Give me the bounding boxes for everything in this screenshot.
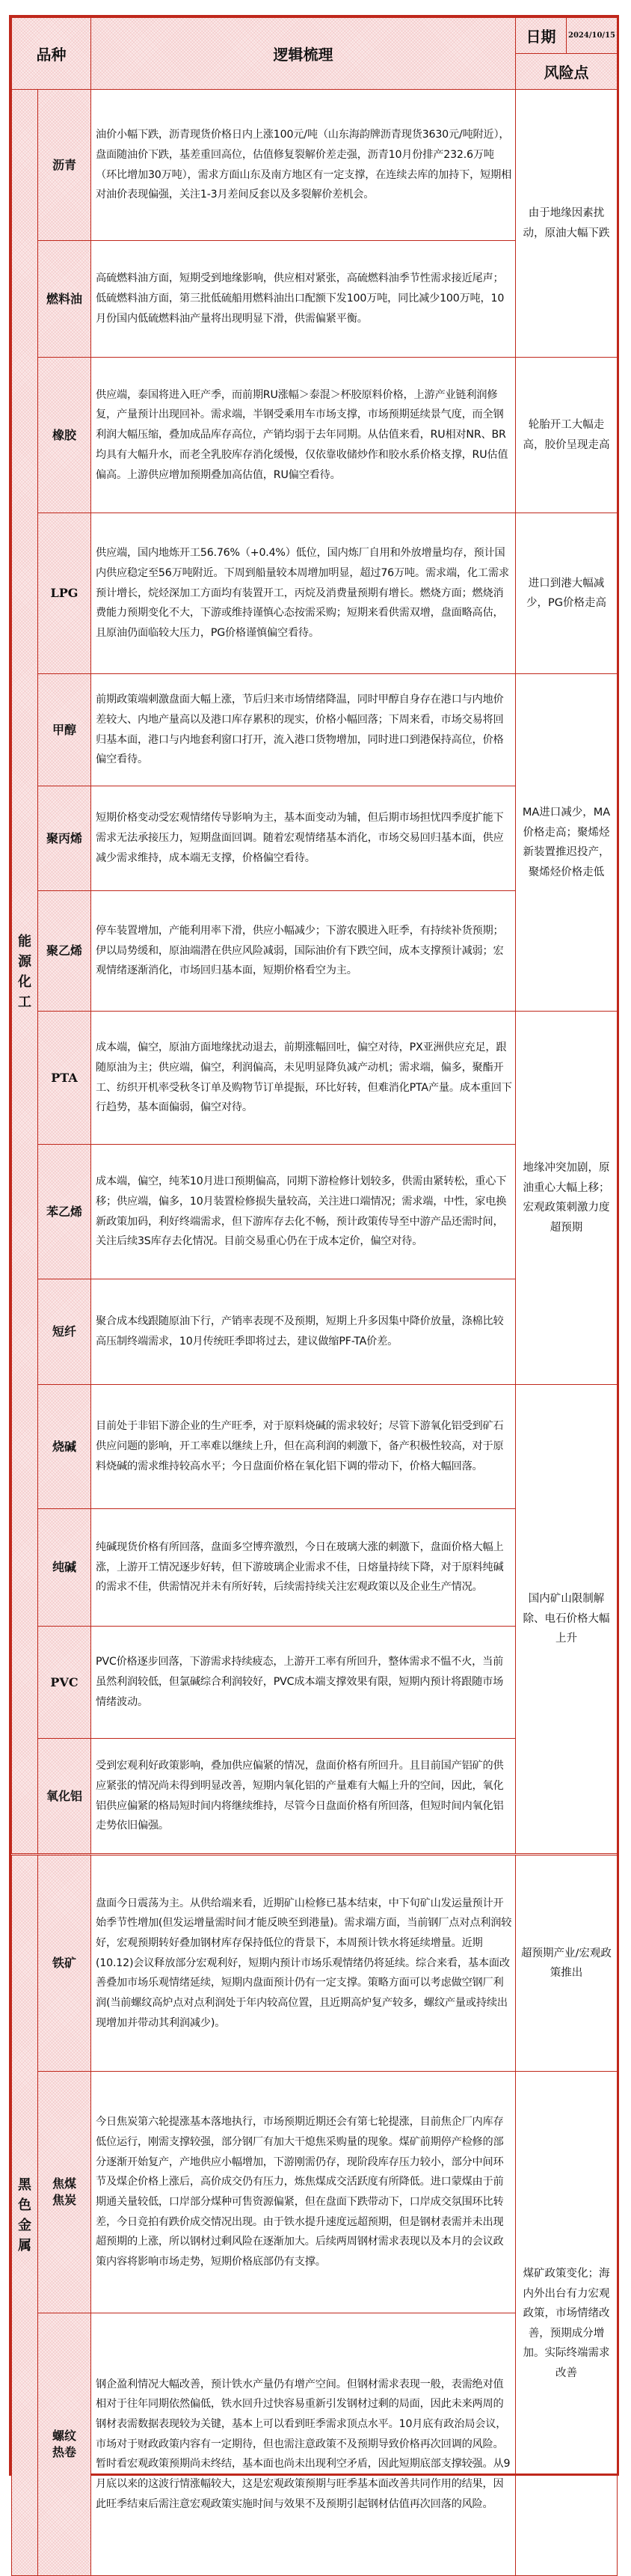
risk-oil-group: 由于地缘因素扰动，原油大幅下跌 xyxy=(516,90,618,358)
logic-asphalt: 油价小幅下跌，沥青现货价格日内上涨100元/吨（山东海韵牌沥青现货3630元/吨附近），盘面随油价下跌，基差重回高位，估值修复裂解价差走强，沥青10月份排产232.6万吨（环比增加30万吨），需求方面山东及南方地区有一定支撑，在连续去库的加持下，短期相对油价表现偏强，关注1-3月差间反套以及多裂解价差机会。 xyxy=(91,90,516,241)
product-pvc: PVC xyxy=(38,1627,91,1739)
product-iron-ore: 铁矿 xyxy=(38,1855,91,2072)
category-char: 金 xyxy=(18,2218,31,2233)
category-char: 黑 xyxy=(18,2177,31,2193)
logic-polypropylene: 短期价格变动受宏观情绪传导影响为主，基本面变动为辅，但后期市场担忧四季度扩能下需求无法承接压力，短期盘面回调。随着宏观情绪基本消化，市场交易回归基本面，供应减少需求维持，成本端无支撑，价格偏空看待。 xyxy=(91,786,516,891)
category-energy-chemical xyxy=(12,90,38,1855)
category-char: 属 xyxy=(18,2238,31,2254)
header-date-label: 日期 xyxy=(516,18,567,54)
logic-fuel-oil: 高硫燃料油方面，短期受到地缘影响，供应相对紧张，高硫燃料油季节性需求接近尾声；低硫燃料油方面，第三批低硫船用燃料油出口配额下发100万吨，同比减少100万吨，10月份国内低硫燃料油产量将出现明显下滑，供需偏紧平衡。 xyxy=(91,241,516,358)
logic-styrene: 成本端，偏空，纯苯10月进口预期偏高，同期下游检修计划较多，供需由紧转松，重心下移；供应端，偏多，10月装置检修损失量较高，关注进口端情况；需求端，中性，家电换新政策加码，利好终端需求，但下游库存去化不畅，预计政策传导至中游产品还需时间，关注后续3S库存去化情况。目前交易重心仍在于成本定价，偏空对待。 xyxy=(91,1145,516,1279)
product-soda-ash: 纯碱 xyxy=(38,1509,91,1627)
product-pta: PTA xyxy=(38,1012,91,1145)
product-rubber: 橡胶 xyxy=(38,358,91,513)
risk-chlor-alkali-group: 国内矿山限制解除、电石价格大幅上升 xyxy=(516,1385,618,1855)
header-risk: 风险点 xyxy=(516,54,618,90)
category-char: 能 xyxy=(18,933,31,949)
logic-alumina: 受到宏观利好政策影响，叠加供应偏紧的情况，盘面价格有所回升。且目前国产铝矿的供应紧张的情况尚未得到明显改善，短期内氧化铝的产量难有大幅上升的空间，因此，氧化铝供应偏紧的格局短时间内将继续维持，尽管今日盘面价格有所回落，但短时间内氧化铝走势依旧偏强。 xyxy=(91,1739,516,1855)
logic-table xyxy=(11,17,618,2576)
header-logic: 逻辑梳理 xyxy=(91,18,516,90)
header-variety: 品种 xyxy=(12,18,91,90)
logic-pta: 成本端，偏空，原油方面地缘扰动退去，前期涨幅回吐，偏空对待，PX亚洲供应充足，跟随原油为主；供应端，偏空，利润偏高，未见明显降负减产动机；需求端，偏多，聚酯开工、纺织开机率受秋冬订单及购物节订单提振，环比好转，但难消化PTA产量。成本重回下行趋势，基本面偏弱，偏空对待。 xyxy=(91,1012,516,1145)
category-char: 化 xyxy=(18,973,31,990)
logic-coking-coal-coke: 今日焦炭第六轮提涨基本落地执行，市场预期近期还会有第七轮提涨，目前焦企厂内库存低位运行，刚需支撑较强，部分钢厂有加大干熄焦采购量的现象。煤矿前期停产检修的部分逐渐开始复产，产地供应小幅增加，下游刚需仍存，现阶段库存压力较小，部分中间环节及煤企价格上涨后，高价成交仍有压力，炼焦煤成交活跃度有所降低。进口蒙煤由于前期通关量较低，口岸部分煤种可售资源偏紧，但在盘面下跌带动下，口岸成交氛围环比转差，今日竞拍有跌价成交情况出现。由于铁水提升速度远超预期，但是钢材表需并未出现超预期的上涨，所以钢材过剩风险在逐渐加大。后续两周钢材需求表现以及本月的会议政策内容将影响市场走势，短期价格底部仍有支撑。 xyxy=(91,2072,516,2313)
logic-rebar-hot-coil: 钢企盈利情况大幅改善，预计铁水产量仍有增产空间。但钢材需求表现一般，表需绝对值相对于往年同期依然偏低，铁水回升过快容易重新引发钢材过剩的局面，因此未来两周的钢材表需数据表现较为关键，基本上可以看到旺季需求顶点水平。10月底有政治局会议，市场对于财政政策内容有一定期待，但也需注意政策不及预期导致价格再次回调的风险。暂时看宏观政策预期尚未终结，基本面也尚未出现利空矛盾，因此短期底部支撑较强。从9月底以来的这波行情涨幅较大，这是宏观政策预期与旺季基本面改善共同作用的结果，因此旺季结束后需注意宏观政策实施时间与效果不及预期引起钢材估值再次回落的风险。 xyxy=(91,2313,516,2576)
risk-lpg: 进口到港大幅减少，PG价格走高 xyxy=(516,513,618,674)
product-methanol: 甲醇 xyxy=(38,674,91,786)
product-line: 热卷 xyxy=(52,2445,76,2459)
product-styrene: 苯乙烯 xyxy=(38,1145,91,1279)
product-caustic-soda: 烧碱 xyxy=(38,1385,91,1509)
product-line: 焦煤 xyxy=(52,2176,76,2191)
commodity-logic-table xyxy=(9,15,619,2510)
risk-rubber: 轮胎开工大幅走高，胶价呈现走高 xyxy=(516,358,618,513)
product-staple-fiber: 短纤 xyxy=(38,1279,91,1385)
product-polypropylene: 聚丙烯 xyxy=(38,786,91,891)
product-lpg: LPG xyxy=(38,513,91,674)
risk-iron-ore: 超预期产业/宏观政策推出 xyxy=(516,1855,618,2072)
logic-methanol: 前期政策端刺激盘面大幅上涨，节后归来市场情绪降温，同时甲醇自身存在港口与内地价差较大、内地产量高以及港口库存累积的现实，价格小幅回落；下周来看，市场交易将回归基本面，港口与内地套利窗口打开，流入港口货物增加，同时进口到港保持高位，价格偏空看待。 xyxy=(91,674,516,786)
product-coking-coal-coke xyxy=(38,2072,91,2313)
product-line: 焦炭 xyxy=(52,2193,76,2207)
logic-iron-ore: 盘面今日震荡为主。从供给端来看，近期矿山检修已基本结束，中下旬矿山发运量预计开始季节性增加(但发运增量需时间才能反映至到港量)。需求端方面，当前钢厂点对点利润较好，宏观预期转好叠加钢材库存保持低位的背景下，本周预计铁水将延续增量。近期(10.12)会议释放部分宏观利好，短期内预计市场乐观情绪仍将延续。综合来看，基本面改善叠加市场乐观情绪延续，短期内盘面预计仍有一定支撑。策略方面可以考虑做空钢厂利润(当前螺纹高炉点对点利润处于年内较高位置，且近期高炉复产较多，螺纹产量或持续出现增加并带动其利润减少)。 xyxy=(91,1855,516,2072)
category-char: 工 xyxy=(18,994,31,1010)
product-polyethylene: 聚乙烯 xyxy=(38,891,91,1012)
logic-staple-fiber: 聚合成本线跟随原油下行，产销率表现不及预期，短期上升多因集中降价放量，涤棉比较高压制终端需求，10月传统旺季即将过去，建议做缩PF-TA价差。 xyxy=(91,1279,516,1385)
logic-rubber: 供应端，泰国将进入旺产季，而前期RU涨幅＞泰混＞杯胶原料价格，上游产业链利润修复，产量预计出现回补。需求端，半钢受乘用车市场支撑，市场预期延续景气度，而全钢利润大幅压缩，叠加成品库存高位，产销均弱于去年同期。从估值来看，RU相对NR、BR均具有大幅升水，而老全乳胶库存消化缓慢，仅依靠收储炒作和胶水系价格支撑，RU估值偏高。上游供应增加预期叠加高估值，RU偏空看待。 xyxy=(91,358,516,513)
logic-soda-ash: 纯碱现货价格有所回落，盘面多空博弈激烈，今日在玻璃大涨的刺激下，盘面价格大幅上涨，上游开工情况逐步好转，但下游玻璃企业需求不佳，日熔量持续下降，对于原料纯碱的需求不佳，供需情况并未有所好转，后续需持续关注宏观政策以及企业生产情况。 xyxy=(91,1509,516,1627)
category-ferrous-metals xyxy=(12,1855,38,2576)
category-char: 源 xyxy=(18,953,31,970)
logic-lpg: 供应端，国内地炼开工56.76%（+0.4%）低位，国内炼厂自用和外放增量均存，预计国内供应稳定至56万吨附近。下周到船量较本周增加明显，超过76万吨。需求端，化工需求预计增长，烷烃深加工方面均有装置开工，丙烷及消费量预期有增长。燃烧方面；燃烧消费能力预期变化不大，下游或维持谨慎心态按需采购；短期来看供需双增，盘面略高估，且原油仍面临较大压力，PG价格谨慎偏空看待。 xyxy=(91,513,516,674)
product-rebar-hot-coil xyxy=(38,2313,91,2576)
logic-pvc: PVC价格逐步回落，下游需求持续疲态，上游开工率有所回升，整体需求不愠不火，当前虽然利润较低，但氯碱综合利润较好，PVC成本端支撑效果有限，短期内预计将跟随市场情绪波动。 xyxy=(91,1627,516,1739)
risk-olefin-group: MA进口减少，MA价格走高；聚烯烃新装置推迟投产，聚烯烃价格走低 xyxy=(516,674,618,1012)
logic-caustic-soda: 目前处于非铝下游企业的生产旺季，对于原料烧碱的需求较好；尽管下游氧化铝受到矿石供应问题的影响，开工率难以继续上升，但在高利润的刺激下，备产积极性较高，对于原料烧碱的需求维持较高水平；今日盘面价格在氧化铝下调的带动下，价格大幅回落。 xyxy=(91,1385,516,1509)
category-char: 色 xyxy=(18,2197,31,2213)
header-date-value: 2024/10/15 xyxy=(567,18,618,54)
product-alumina: 氧化铝 xyxy=(38,1739,91,1855)
product-fuel-oil: 燃料油 xyxy=(38,241,91,358)
risk-polyester-group: 地缘冲突加剧，原油重心大幅上移；宏观政策刺激力度超预期 xyxy=(516,1012,618,1385)
logic-polyethylene: 停车装置增加，产能利用率下滑，供应小幅减少；下游农膜进入旺季，有持续补货预期；伊以局势缓和，原油端潜在供应风险减弱，国际油价有下跌空间，成本支撑预计减弱；宏观情绪逐渐消化，市场回归基本面，短期价格看空为主。 xyxy=(91,891,516,1012)
product-line: 螺纹 xyxy=(52,2429,76,2443)
risk-coal-steel-group: 煤矿政策变化；海内外出台有力宏观政策，市场情绪改善，预期成分增加。实际终端需求改善 xyxy=(516,2072,618,2576)
product-asphalt: 沥青 xyxy=(38,90,91,241)
